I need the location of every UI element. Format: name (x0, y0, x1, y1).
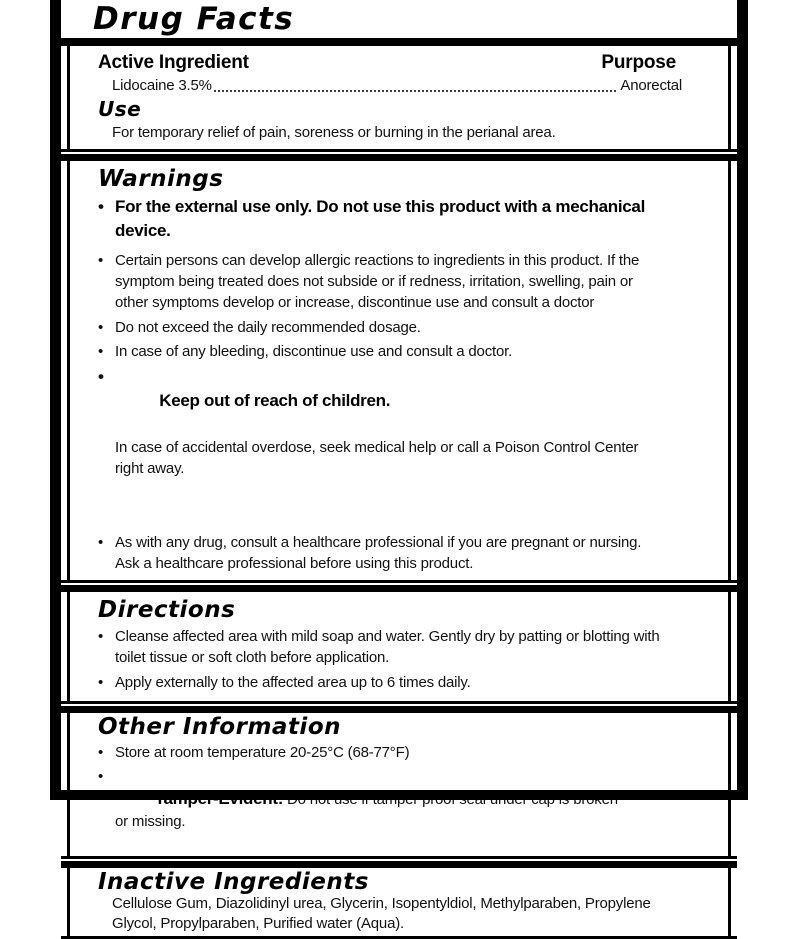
bullet-marker (98, 317, 115, 338)
bullet-marker (98, 742, 115, 763)
use-heading: Use (98, 97, 142, 121)
warning-text: For the external use only. Do not use this product with a mechanical device. (115, 197, 645, 240)
section-divider (61, 856, 737, 868)
warning-item-dosage (98, 317, 722, 338)
directions-heading: Directions (98, 597, 236, 623)
left-edge-bar (50, 0, 61, 800)
section-divider (61, 701, 737, 713)
use-text: For temporary relief of pain, soreness or burning in the perianal area. (112, 124, 556, 141)
tamper-evident-text: or missing. (115, 813, 186, 830)
storage-text: Store at room temperature 20-25°C (68-77°F) (115, 744, 410, 761)
warning-text: Certain persons can develop allergic reactions to ingredients in this product. If the symptom being treated does not subside or if redness, irritation, swelling, pain or other symptoms develop or increase, discontinue use and consult a doctor (115, 252, 640, 311)
drug-facts-title: Drug Facts (93, 1, 295, 37)
warning-item-allergic-reactions (98, 250, 722, 313)
bullet-marker (98, 365, 115, 527)
direction-item-cleanse (98, 626, 722, 668)
ingredient-row (112, 75, 722, 96)
bullet-marker (98, 532, 115, 574)
section-active-ingredient (67, 46, 731, 149)
direction-text: Cleanse affected area with mild soap and water. Gently dry by patting or blotting with toilet tissue or soft cloth before application. (115, 628, 660, 666)
purpose-value: Anorectal (620, 77, 682, 94)
section-other-information (67, 713, 731, 856)
dotted-leader (214, 90, 617, 92)
warnings-heading: Warnings (98, 166, 224, 192)
bullet-marker (98, 250, 115, 313)
warning-item-keep-out-of-reach (98, 365, 722, 527)
bottom-edge-bar (50, 790, 748, 800)
ingredient-name: Lidocaine 3.5% (112, 77, 212, 94)
active-purpose-header-row (98, 51, 722, 75)
title-divider-bar (61, 38, 737, 46)
warning-item-bleeding (98, 341, 722, 362)
bullet-marker (98, 626, 115, 668)
warning-item-external-use (98, 195, 722, 243)
bullet-marker (98, 341, 115, 362)
direction-item-apply (98, 672, 722, 693)
warning-text: Do not exceed the daily recommended dosage. (115, 319, 421, 336)
section-warnings (67, 161, 731, 580)
direction-text: Apply externally to the affected area up to 6 times daily. (115, 674, 471, 691)
tamper-evident-row (115, 766, 618, 853)
warning-text (115, 365, 638, 527)
inactive-ingredients-heading: Inactive Ingredients (98, 869, 369, 895)
inactive-ingredients-text: Cellulose Gum, Diazolidinyl urea, Glycerin, Isopentyldiol, Methylparaben, Propylene Glycol, Propylparaben, Purified water (Aqua). (112, 895, 651, 932)
section-directions (67, 592, 731, 701)
other-information-heading: Other Information (98, 714, 341, 740)
purpose-heading: Purpose (601, 52, 676, 73)
other-info-item-tamper-evident (98, 766, 722, 853)
bullet-marker (98, 766, 115, 853)
active-ingredient-heading: Active Ingredient (98, 52, 249, 73)
right-edge-bar (737, 0, 748, 800)
section-divider (61, 149, 737, 161)
section-divider (61, 580, 737, 592)
bullet-marker (98, 672, 115, 693)
warning-text: In case of any bleeding, discontinue use and consult a doctor. (115, 343, 513, 360)
overdose-text: In case of accidental overdose, seek medical help or call a Poison Control Center right away. (115, 439, 639, 477)
bullet-marker (98, 195, 115, 243)
other-info-item-storage (98, 742, 722, 763)
warning-text: As with any drug, consult a healthcare professional if you are pregnant or nursing. Ask a healthcare professional before using this product. (115, 534, 642, 572)
keep-out-of-reach-text: Keep out of reach of children. (159, 391, 391, 410)
warning-item-pregnant-nursing (98, 532, 722, 574)
section-inactive-ingredients (67, 868, 731, 936)
